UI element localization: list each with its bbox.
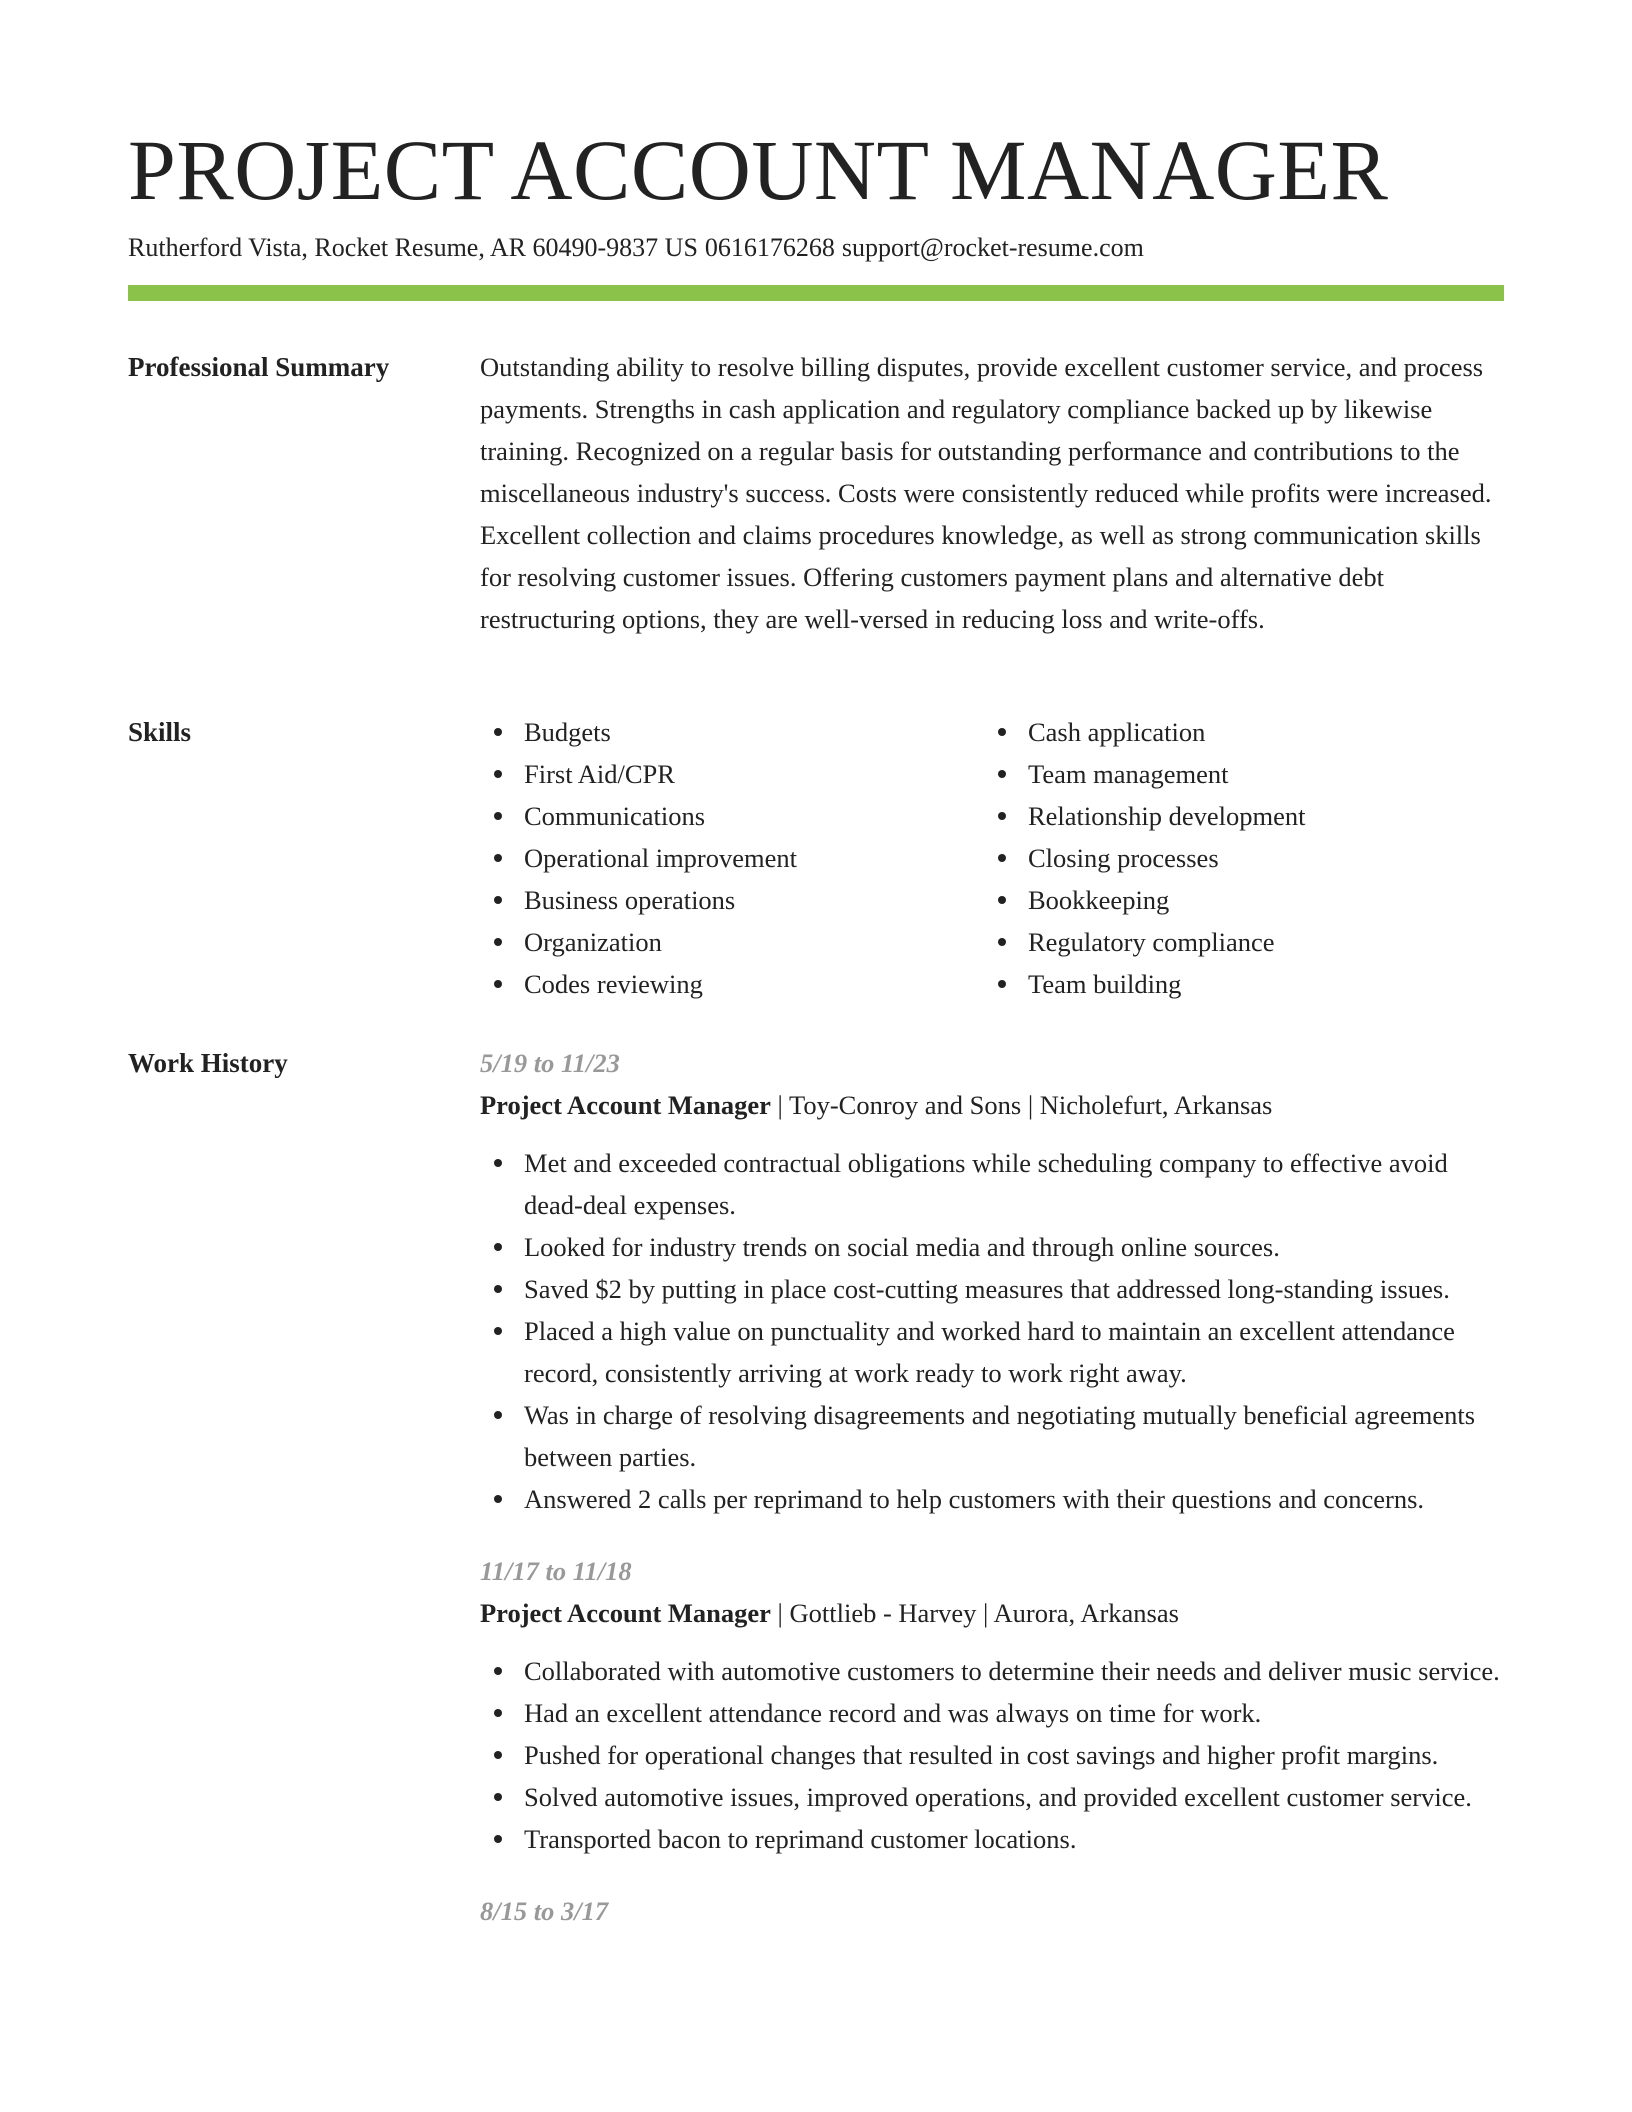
job-bullet: Met and exceeded contractual obligations while scheduling company to effective avoid dead-deal expenses. [480,1142,1504,1226]
job-bullet: Saved $2 by putting in place cost-cutting measures that addressed long-standing issues. [480,1268,1504,1310]
job-dates: 8/15 to 3/17 [480,1896,609,1926]
contact-line [128,230,1144,266]
skill-item: Organization [480,921,984,963]
skill-item: Regulatory compliance [984,921,1488,963]
skill-item: Closing processes [984,837,1488,879]
skill-item: First Aid/CPR [480,753,984,795]
job-title-line [480,1084,1504,1126]
job-bullets [480,1142,1504,1520]
work-history-body [480,1042,1504,1962]
summary-heading: Professional Summary [128,352,390,382]
skill-item: Operational improvement [480,837,984,879]
job-bullet: Transported bacon to reprimand customer locations. [480,1818,1504,1860]
skill-item: Team building [984,963,1488,1005]
skills-body [480,711,1504,1005]
job-bullet: Answered 2 calls per reprimand to help customers with their questions and concerns. [480,1478,1504,1520]
resume-title: PROJECT ACCOUNT MANAGER [128,122,1389,218]
skill-item: Relationship development [984,795,1488,837]
job-details: | Gottlieb - Harvey | Aurora, Arkansas [777,1598,1179,1628]
contact-address: Rutherford Vista, Rocket Resume, AR 60490-9837 US [128,233,698,262]
job-details: | Toy-Conroy and Sons | Nicholefurt, Arkansas [777,1090,1273,1120]
job-dates: 5/19 to 11/23 [480,1048,620,1078]
skill-item: Bookkeeping [984,879,1488,921]
skills-column-left [480,711,984,1005]
job-entry [480,1550,1504,1860]
job-dates: 11/17 to 11/18 [480,1556,632,1586]
skills-grid [480,711,1504,1005]
skill-item: Business operations [480,879,984,921]
job-bullet: Had an excellent attendance record and was always on time for work. [480,1692,1504,1734]
skill-item: Team management [984,753,1488,795]
job-title-line [480,1592,1504,1634]
skills-column-right [984,711,1488,1005]
contact-email: support@rocket-resume.com [841,233,1144,262]
job-role: Project Account Manager [480,1598,771,1628]
summary-body [480,346,1504,640]
summary-text: Outstanding ability to resolve billing disputes, provide excellent customer service, and process payments. Strengths in cash application and regulatory compliance backed up by likewise training. Recognized on a regular basis for outstanding performance and contributions to the miscellaneous industry's success. Costs were consistently reduced while profits were increased. Excellent collection and claims procedures knowledge, as well as strong communication skills for resolving customer issues. Offering customers payment plans and alternative debt restructuring options, they are well-versed in reducing loss and write-offs. [480,352,1492,634]
skill-item: Codes reviewing [480,963,984,1005]
skills-heading: Skills [128,717,192,747]
job-bullet: Pushed for operational changes that resulted in cost savings and higher profit margins. [480,1734,1504,1776]
job-bullet: Was in charge of resolving disagreements and negotiating mutually beneficial agreements between parties. [480,1394,1504,1478]
job-bullet: Solved automotive issues, improved operations, and provided excellent customer service. [480,1776,1504,1818]
job-bullets [480,1650,1504,1860]
job-entry [480,1890,1504,1932]
skill-item: Budgets [480,711,984,753]
job-bullet: Collaborated with automotive customers to determine their needs and deliver music service. [480,1650,1504,1692]
job-entry [480,1042,1504,1520]
contact-phone: 0616176268 [704,233,835,262]
job-bullet: Placed a high value on punctuality and worked hard to maintain an excellent attendance record, consistently arriving at work ready to work right away. [480,1310,1504,1394]
skill-item: Cash application [984,711,1488,753]
work-history-heading: Work History [128,1048,288,1078]
header-divider [128,285,1504,301]
skill-item: Communications [480,795,984,837]
job-bullet: Looked for industry trends on social media and through online sources. [480,1226,1504,1268]
job-role: Project Account Manager [480,1090,771,1120]
